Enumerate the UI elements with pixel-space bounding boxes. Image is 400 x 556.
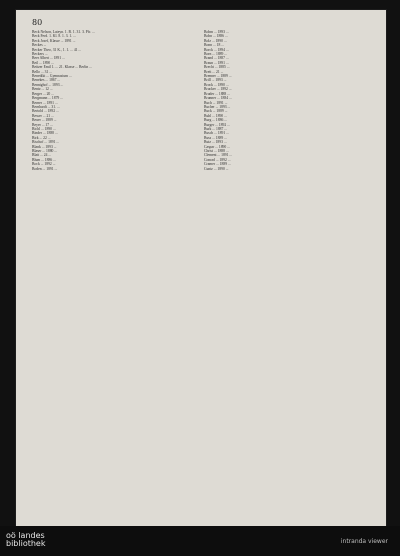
directory-entry: Buch ... 1891 ...	[204, 100, 228, 105]
directory-entry: Butz ... 1893 ...	[204, 140, 227, 145]
directory-entry: Born ... 1889 ...	[204, 52, 228, 57]
directory-entry: Buck ... 1889 ...	[204, 109, 228, 114]
directory-entry: Beer Albert ... 1891 ...	[32, 56, 65, 61]
directory-entry: Brock ... 1890 ...	[204, 82, 229, 87]
directory-entry: Besser ... 21 ...	[32, 113, 54, 118]
directory-entry: Beuer ... 1889 ...	[32, 118, 57, 123]
directory-entry: Bruder ... 1888 ...	[204, 91, 230, 96]
directory-entry: Brenner ... 1889 ...	[204, 74, 232, 79]
directory-entry: Clement ... 1891 ...	[204, 153, 233, 158]
directory-entry: Caspar ... 1890 ...	[204, 144, 230, 149]
library-logo[interactable]	[6, 532, 45, 548]
logo-line-2: bibliothek	[6, 539, 46, 548]
directory-entry: Borck ... 1894 ...	[204, 47, 229, 52]
directory-entry: Burger ... 1892 ...	[204, 122, 230, 127]
directory-entry: Blank ... 1893 ...	[32, 144, 57, 149]
directory-entry: Boden ... 1891 ...	[32, 166, 58, 171]
directory-entry: Beck Ferd. 1. Kl. 8. 1. 3. 1. ...	[32, 34, 76, 39]
directory-entry: Benekes ... 1867 ...	[32, 78, 61, 83]
directory-entry: Bennighof ... 1893 ...	[32, 82, 64, 87]
directory-entry: Blaser ... 1880 ...	[32, 148, 58, 153]
directory-entry: Bonn ... 18 ...	[204, 43, 224, 48]
directory-entry: Benedikt ... Gymnasium ...	[32, 74, 72, 79]
logo-line-1: oö landes	[6, 531, 45, 540]
directory-entry: Brill ... 1893 ...	[204, 78, 227, 83]
directory-entry: Beyer ... 17 ...	[32, 122, 53, 127]
directory-entry: Berner ... 1891 ...	[32, 100, 58, 105]
directory-entry: Beckers ...	[32, 52, 48, 57]
directory-entry: Bohn ... 1886 ...	[204, 34, 228, 39]
directory-entry: Bello ... 31 ...	[32, 69, 52, 74]
directory-entry: Bichl ... 1890 ...	[32, 126, 56, 131]
directory-entry: Bertold ... 1892 ...	[32, 109, 59, 114]
directory-entry: Braun ... 1891 ...	[204, 60, 229, 65]
directory-entry: Burk ... 1887 ...	[204, 126, 228, 131]
directory-entry: Brunner ... 1884 ...	[204, 96, 232, 101]
directory-entry: Blatt ... 24 ...	[32, 153, 52, 158]
directory-entry: Burg ... 1886 ...	[204, 118, 227, 123]
directory-entry: Bucher ... 1893 ...	[204, 104, 231, 109]
directory-entry: Beil ... 1890 ...	[32, 60, 54, 65]
directory-entry: Binder ... 1888 ...	[32, 131, 58, 136]
directory-entry: Blum ... 1886 ...	[32, 157, 56, 162]
directory-entry: Beitzer Emil 1. ... 21. Klasse ... Berlin ...	[32, 65, 92, 70]
directory-entry: Bolz ... 1890 ...	[204, 38, 227, 43]
directory-entry: Berger ... 20 ...	[32, 91, 54, 96]
right-column	[204, 30, 367, 171]
directory-entry: Buss ... 1889 ...	[204, 135, 227, 140]
directory-entry: Bock ... 1892 ...	[32, 162, 56, 167]
directory-entry: Beck Nelson, Lateyn. 1. B. 1. 31. 3. Pfr. ...	[32, 30, 95, 34]
directory-entry: Bischof ... 1891 ...	[32, 140, 60, 145]
viewer-label: intranda viewer	[340, 538, 388, 545]
directory-entry: Bernhardt ... 31. ...	[32, 104, 60, 109]
directory-entry: Brecht ... 1885 ...	[204, 65, 230, 70]
directory-entry: Cramer ... 1889 ...	[204, 162, 231, 167]
directory-entry: Brucker ... 1892 ...	[204, 87, 232, 92]
directory-entry: Bergmann ... 1879 ...	[32, 96, 63, 101]
directory-entry: Birk ... 22 ...	[32, 135, 51, 140]
scanned-page	[16, 10, 386, 526]
directory-entry: Becker Theo, 31 K., 1. 1. ... 41 ...	[32, 47, 82, 52]
directory-entry: Bentz ... 12 ...	[32, 87, 53, 92]
directory-entry: Cuntz ... 1890 ...	[204, 166, 229, 171]
page-number: 80	[32, 18, 43, 27]
directory-entry: Beckes ...	[32, 43, 47, 48]
directory-entry: Christ ... 1888 ...	[204, 148, 229, 153]
directory-entry: Beck Josef, Klasse ... 1891 ...	[32, 38, 76, 43]
directory-entry: Brand ... 1887 ...	[204, 56, 229, 61]
left-column	[32, 30, 195, 171]
directory-entry: Conrad ... 1892 ...	[204, 157, 231, 162]
directory-entry: Breit ... 21 ...	[204, 69, 224, 74]
directory-entry: Busch ... 1891 ...	[204, 131, 229, 136]
directory-entry: Bohm ... 1893 ...	[204, 30, 229, 34]
directory-entry: Buhl ... 1890 ...	[204, 113, 227, 118]
